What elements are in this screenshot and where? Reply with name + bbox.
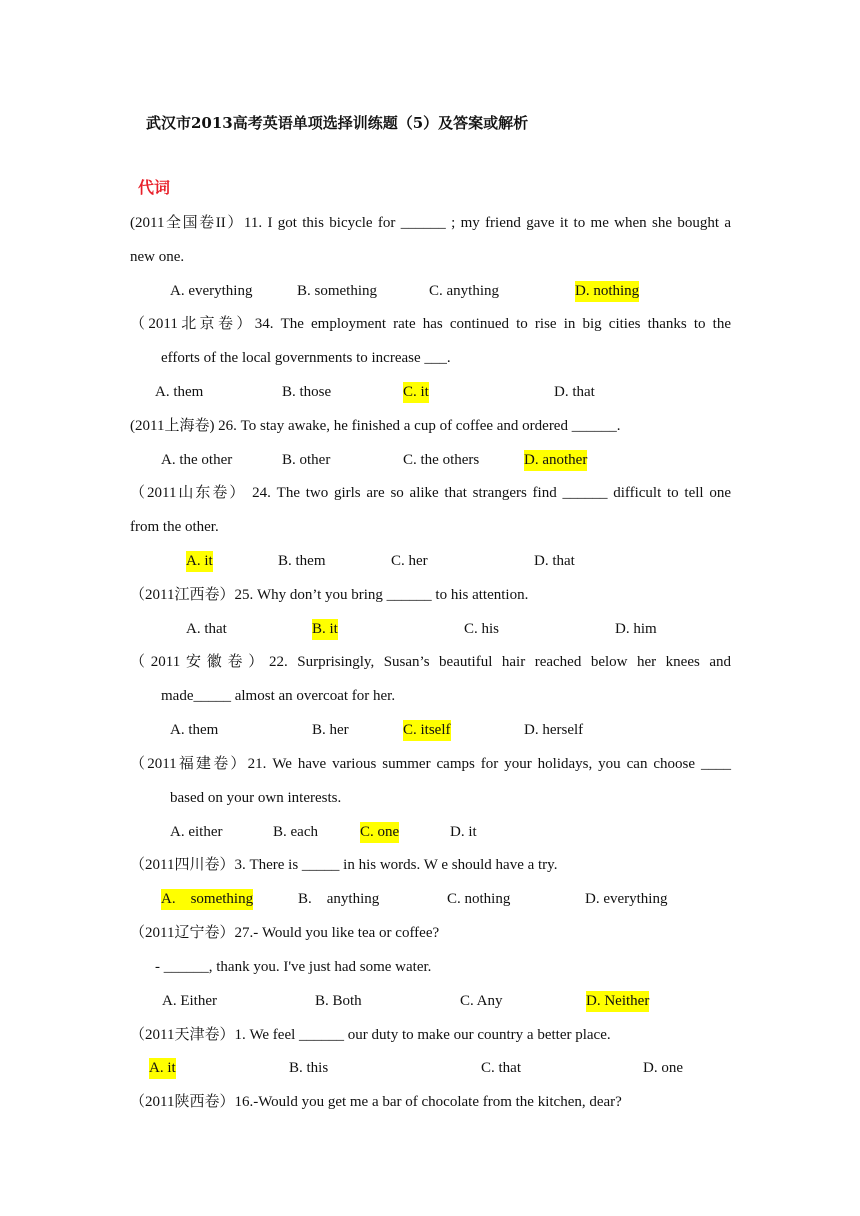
answer-highlight: C. itself	[403, 720, 451, 741]
question-stem: efforts of the local governments to increase ___.	[161, 350, 451, 366]
option-d: D. herself	[524, 722, 584, 738]
option-a: A. Either	[162, 993, 217, 1009]
question-stem: based on your own interests.	[170, 790, 342, 806]
question-stem: - ______, thank you. I've just had some water.	[155, 959, 432, 975]
question-stem: （2011江西卷）25. Why don’t you bring ______ to his attention.	[130, 587, 529, 603]
answer-highlight: C. one	[360, 822, 399, 843]
question-stem: （2011安徽卷）22. Surprisingly, Susan’s beautiful hair reached below her knees and	[130, 654, 731, 670]
option-b: B. them	[278, 553, 326, 569]
option-c-answer	[403, 720, 451, 740]
option-d: D. that	[534, 553, 575, 569]
option-b: B. each	[273, 824, 318, 840]
option-d-answer	[524, 450, 587, 470]
option-a: A. everything	[170, 283, 253, 299]
option-b: B. Both	[315, 993, 362, 1009]
option-a: A. that	[186, 621, 227, 637]
option-b: B. anything	[298, 891, 380, 907]
question-stem: （2011福建卷）21. We have various summer camps for your holidays, you can choose ____	[130, 756, 731, 772]
answer-highlight: A. it	[149, 1058, 176, 1079]
answer-highlight: D. another	[524, 450, 587, 471]
option-a: A. the other	[161, 452, 233, 468]
option-d: D. him	[615, 621, 657, 637]
option-b: B. those	[282, 384, 332, 400]
option-b: B. her	[312, 722, 349, 738]
option-d: D. everything	[585, 891, 668, 907]
answer-highlight: B. it	[312, 619, 338, 640]
question-stem: （2011天津卷）1. We feel ______ our duty to make our country a better place.	[130, 1027, 611, 1043]
option-d-answer	[586, 991, 649, 1011]
option-c: C. nothing	[447, 891, 511, 907]
option-a: A. either	[170, 824, 223, 840]
option-c: C. anything	[429, 283, 499, 299]
option-a: A. them	[170, 722, 219, 738]
option-c: C. Any	[460, 993, 503, 1009]
option-a-answer	[149, 1058, 176, 1078]
option-c: C. the others	[403, 452, 480, 468]
answer-highlight: A. it	[186, 551, 213, 572]
question-stem: made_____ almost an overcoat for her.	[161, 688, 396, 704]
option-a-answer	[186, 551, 213, 571]
document-title: 武汉市2013高考英语单项选择训练题（5）及答案或解析	[146, 114, 529, 132]
section-heading: 代词	[138, 178, 171, 197]
option-d: D. that	[554, 384, 595, 400]
question-stem: （2011陕西卷）16.-Would you get me a bar of chocolate from the kitchen, dear?	[130, 1094, 622, 1110]
question-stem: （2011辽宁卷）27.- Would you like tea or coffee?	[130, 925, 440, 941]
question-stem: (2011全国卷II）11. I got this bicycle for ______ ; my friend gave it to me when she bought a	[130, 215, 731, 231]
option-b: B. something	[297, 283, 378, 299]
option-c-answer	[360, 822, 399, 842]
question-stem: （2011山东卷） 24. The two girls are so alike that strangers find ______ difficult to tell one	[130, 485, 731, 501]
option-a-answer	[161, 889, 253, 909]
option-a: A. them	[155, 384, 204, 400]
option-c: C. that	[481, 1060, 521, 1076]
option-b: B. this	[289, 1060, 329, 1076]
answer-highlight: D. nothing	[575, 281, 639, 302]
option-c-answer	[403, 382, 429, 402]
option-c: C. her	[391, 553, 428, 569]
question-stem: from the other.	[130, 519, 219, 535]
option-d: D. it	[450, 824, 477, 840]
option-d: D. one	[643, 1060, 683, 1076]
option-b: B. other	[282, 452, 331, 468]
option-c: C. his	[464, 621, 500, 637]
question-stem: new one.	[130, 249, 185, 265]
option-d-answer	[575, 281, 639, 301]
answer-highlight: C. it	[403, 382, 429, 403]
question-stem: （2011四川卷）3. There is _____ in his words. W e should have a try.	[130, 857, 558, 873]
question-stem: (2011上海卷) 26. To stay awake, he finished a cup of coffee and ordered ______.	[130, 418, 621, 434]
answer-highlight: D. Neither	[586, 991, 649, 1012]
option-b-answer	[312, 619, 338, 639]
answer-highlight: A. something	[161, 889, 253, 910]
question-stem: （2011北京卷）34. The employment rate has continued to rise in big cities thanks to the	[130, 316, 731, 332]
